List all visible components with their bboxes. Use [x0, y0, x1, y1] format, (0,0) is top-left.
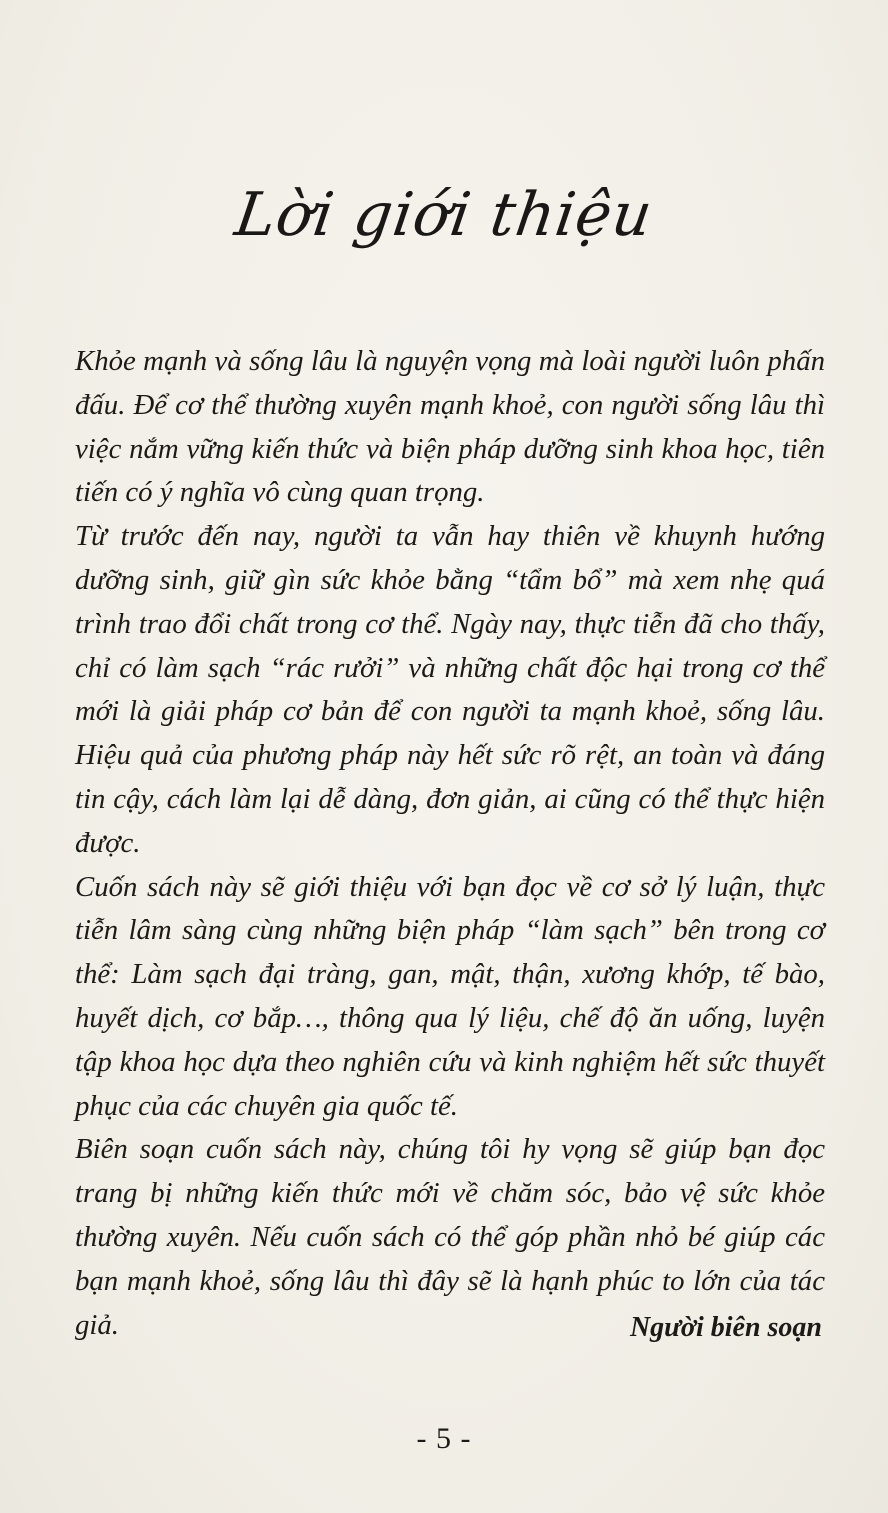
body-text	[75, 340, 825, 1347]
paragraph-2: Từ trước đến nay, người ta vẫn hay thiên về khuynh hướng dưỡng sinh, giữ gìn sức khỏe bằng “tẩm bổ” mà xem nhẹ quá trình trao đổi chất trong cơ thể. Ngày nay, thực tiễn đã cho thấy, chỉ có làm sạch “rác rưởi” và những chất độc hại trong cơ thể mới là giải pháp cơ bản để con người ta mạnh khoẻ, sống lâu. Hiệu quả của phương pháp này hết sức rõ rệt, an toàn và đáng tin cậy, cách làm lại dễ dàng, đơn giản, ai cũng có thể thực hiện được.	[75, 520, 825, 859]
page-title: Lời giới thiệu	[230, 180, 658, 250]
paragraph-4: Biên soạn cuốn sách này, chúng tôi hy vọng sẽ giúp bạn đọc trang bị những kiến thức mới về chăm sóc, bảo vệ sức khỏe thường xuyên. Nếu cuốn sách có thể góp phần nhỏ bé giúp các bạn mạnh khoẻ, sống lâu thì đây sẽ là hạnh phúc to lớn của tác giả.	[75, 1133, 825, 1341]
paragraph-3: Cuốn sách này sẽ giới thiệu với bạn đọc về cơ sở lý luận, thực tiễn lâm sàng cùng những biện pháp “làm sạch” bên trong cơ thể: Làm sạch đại tràng, gan, mật, thận, xương khớp, tế bào, huyết dịch, cơ bắp…, thông qua lý liệu, chế độ ăn uống, luyện tập khoa học dựa theo nghiên cứu và kinh nghiệm hết sức thuyết phục của các chuyên gia quốc tế.	[75, 870, 825, 1122]
author-signature: Người biên soạn	[629, 1312, 822, 1343]
paragraph-1: Khỏe mạnh và sống lâu là nguyện vọng mà loài người luôn phấn đấu. Để cơ thể thường xuyên mạnh khoẻ, con người sống lâu thì việc nắm vững kiến thức và biện pháp dưỡng sinh khoa học, tiên tiến có ý nghĩa vô cùng quan trọng.	[75, 345, 825, 509]
page-number: - 5 -	[416, 1422, 472, 1455]
